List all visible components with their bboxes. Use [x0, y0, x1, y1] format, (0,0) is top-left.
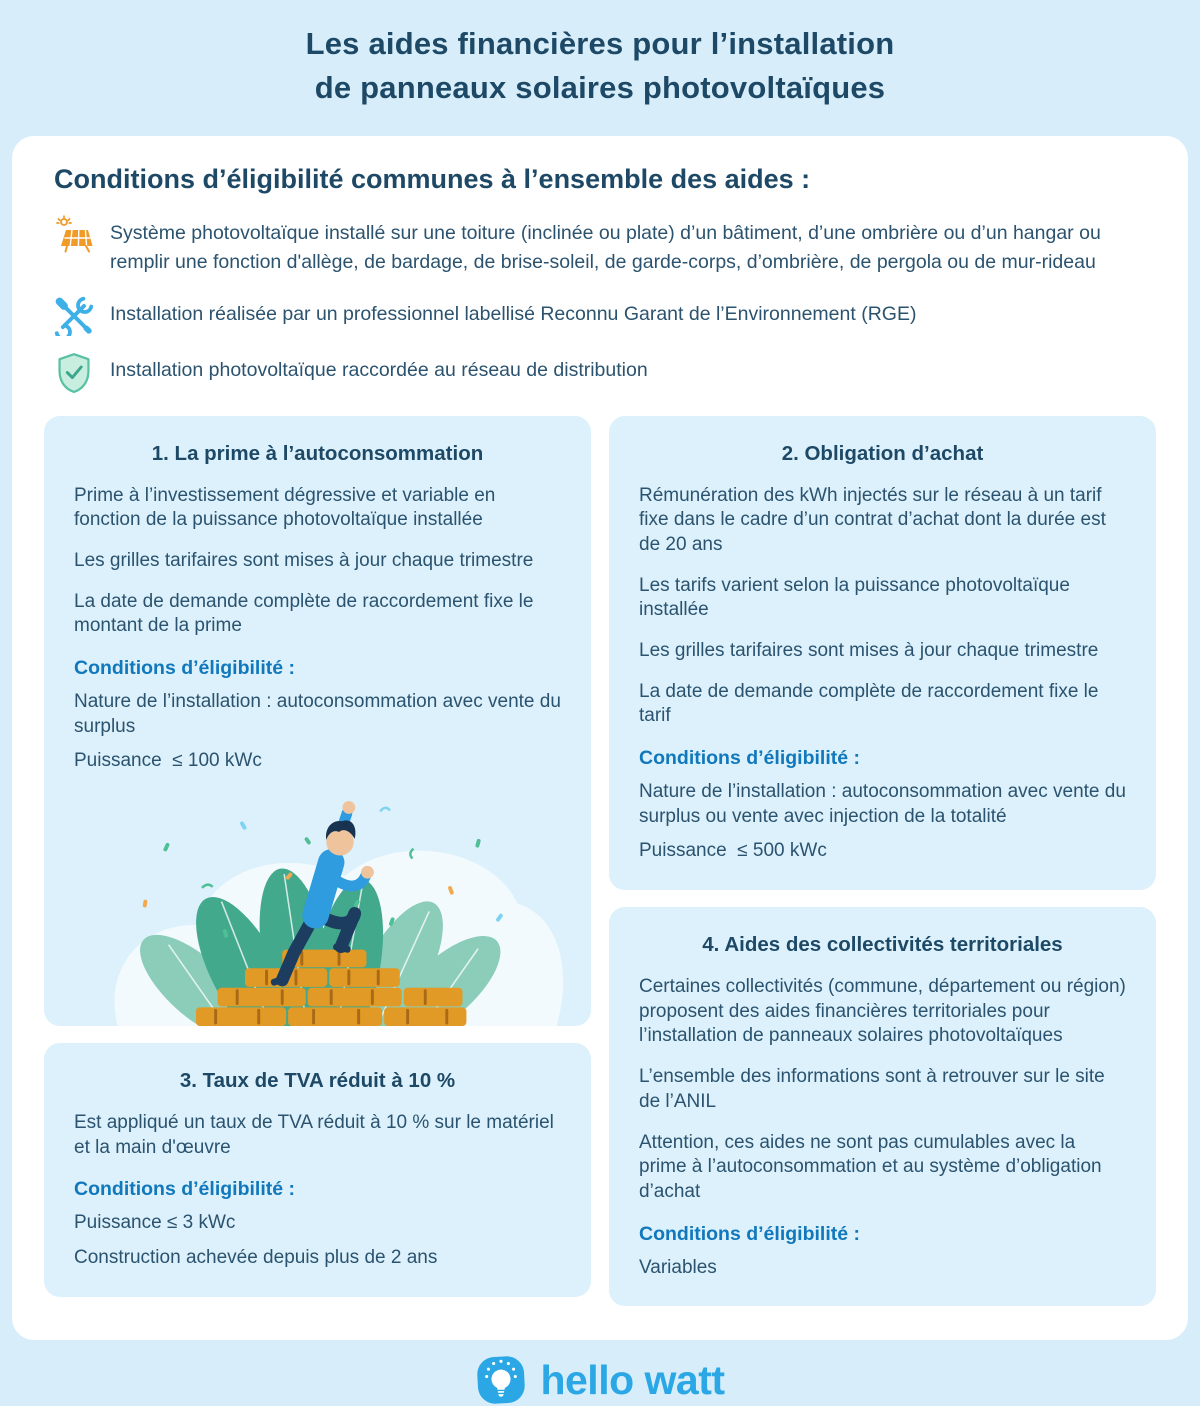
page-title-line2: de panneaux solaires photovoltaïques — [314, 70, 886, 106]
card-paragraph: La date de demande complète de raccordement fixe le tarif — [639, 680, 1099, 727]
condition-item: Puissance ≤ 3 kWc — [74, 1212, 236, 1234]
card-paragraph: Est appliqué un taux de TVA réduit à 10 % sur le matériel et la main d'œuvre — [74, 1112, 554, 1158]
card-paragraph: Les grilles tarifaires sont mises à jour chaque trimestre — [74, 549, 534, 571]
card-paragraph: Certaines collectivités (commune, département ou région) proposent des aides financières territoriales pour l’installation de panneaux solaires photovoltaïques — [639, 976, 1126, 1047]
content-panel — [12, 136, 1188, 1340]
common-conditions-heading: Conditions d’éligibilité communes à l’ensemble des aides : — [54, 164, 811, 195]
brand-wordmark: hello watt — [540, 1356, 725, 1403]
lightbulb-logo-icon — [475, 1354, 527, 1406]
tools-icon — [54, 296, 94, 334]
eligibility-item-roof — [54, 217, 1156, 278]
card-paragraph: Prime à l’investissement dégressive et variable en fonction de la puissance photovoltaïque installée — [74, 484, 496, 531]
cards-column-right — [609, 416, 1156, 1307]
aid-cards — [44, 416, 1156, 1307]
condition-item: Puissance ≤ 100 kWc — [74, 750, 262, 772]
card-obligation-achat — [609, 416, 1156, 891]
card-paragraph: Les tarifs varient selon la puissance photovoltaïque installée — [639, 574, 1070, 621]
conditions-label: Conditions d’éligibilité : — [639, 1222, 860, 1245]
condition-item: Construction achevée depuis plus de 2 ans — [74, 1247, 438, 1269]
page-title — [0, 22, 1200, 110]
shield-check-icon — [54, 352, 94, 390]
eligibility-item-text: Installation réalisée par un professionnel labellisé Reconnu Garant de l’Environnement (RGE) — [110, 302, 917, 325]
conditions-label: Conditions d’éligibilité : — [639, 747, 860, 770]
card-title: 3. Taux de TVA réduit à 10 % — [179, 1069, 456, 1093]
common-conditions-list — [54, 217, 1156, 390]
eligibility-item-text: Système photovoltaïque installé sur une toiture (inclinée ou plate) d’un bâtiment, d’une ombrière ou d’un hangar ou remplir une fonction d'allège, de bardage, de brise-soleil, de garde-corps, d’ombrière, de pergola ou de mur-rideau — [110, 222, 1101, 274]
eligibility-item-text: Installation photovoltaïque raccordée au réseau de distribution — [110, 358, 648, 381]
eligibility-item-rge — [54, 298, 1156, 334]
card-paragraph: Les grilles tarifaires sont mises à jour chaque trimestre — [639, 639, 1099, 661]
condition-item: Nature de l’installation : autoconsommation avec vente du surplus ou vente avec injection de la totalité — [639, 781, 1126, 827]
card-title: 2. Obligation d’achat — [781, 441, 984, 465]
card-paragraph: Attention, ces aides ne sont pas cumulables avec la prime à l’autoconsommation et au système d’obligation d’achat — [639, 1131, 1102, 1202]
cards-column-left — [44, 416, 591, 1307]
page-title-line1: Les aides financières pour l’installation — [305, 26, 895, 61]
card-tva-reduite — [44, 1043, 591, 1297]
condition-item: Nature de l’installation : autoconsommation avec vente du surplus — [74, 690, 561, 737]
solar-panel-icon — [54, 215, 94, 253]
eligibility-item-grid — [54, 354, 1156, 390]
card-title: 4. Aides des collectivités territoriales — [702, 933, 1063, 957]
card-paragraph: L’ensemble des informations sont à retrouver sur le site de l’ANIL — [639, 1066, 1105, 1112]
card-title: 1. La prime à l’autoconsommation — [151, 441, 484, 465]
card-paragraph: Rémunération des kWh injectés sur le réseau à un tarif fixe dans le cadre d’un contrat d’achat dont la durée est de 20 ans — [639, 484, 1106, 555]
card-prime-autoconsommation — [44, 416, 591, 1027]
page-header — [0, 0, 1200, 110]
card-paragraph: La date de demande complète de raccordement fixe le montant de la prime — [74, 590, 534, 637]
celebration-illustration — [44, 786, 591, 1026]
condition-item: Variables — [639, 1256, 717, 1278]
conditions-label: Conditions d’éligibilité : — [74, 1178, 295, 1201]
condition-item: Puissance ≤ 500 kWc — [639, 840, 827, 862]
brand-footer — [0, 1354, 1200, 1406]
card-aides-collectivites — [609, 907, 1156, 1306]
conditions-label: Conditions d’éligibilité : — [74, 656, 295, 679]
